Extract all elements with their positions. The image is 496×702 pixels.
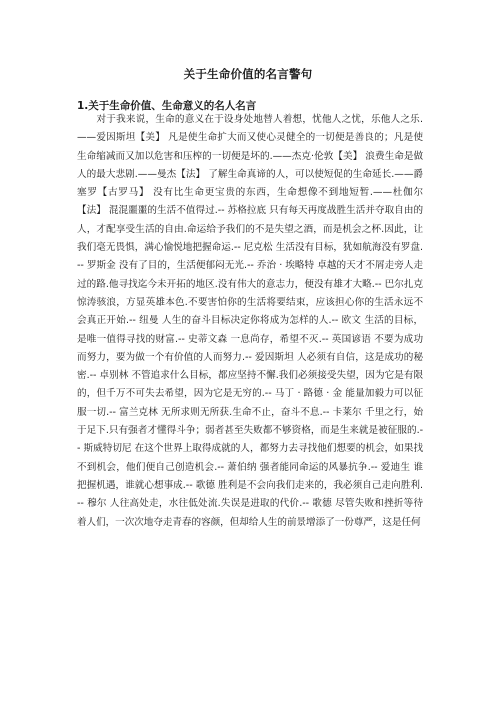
body-paragraph: 对于我来说，生命的意义在于设身处地替人着想，忧他人之忧，乐他人之乐.——爱因斯坦【美】 凡是使生命扩大而又使心灵健全的一切便是善良的；凡是使生命缩减而又加以危害和压榨的一切便是坏的.——杰克·伦敦【美】 浪费生命是做人的最大悲剧.——曼杰【法】 了解生命真谛的人，可以使短促的生命延长.——爵塞罗【古罗马】 没有比生命更宝贵的东西，生命想像不到地短暂.——杜伽尔【法】 混混噩噩的生活不值得过.-- 苏格拉底 只有每天再度战胜生活并夺取自由的人，才配享受生活的自由.命运给予我们的不是失望之酒，而是机会之杯.因此，让我们毫无畏惧，满心愉悦地把握命运.-- 尼克松 生活没有目标，犹如航海没有罗盘.-- 罗斯金 没有了目的，生活便郁闷无光.-- 乔治 · 埃略特 卓越的天才不屑走旁人走过的路.他寻找迄今未开拓的地区.没有伟大的意志力，便没有雄才大略.-- 巴尔扎克 惊涛骇浪，方显英雄本色.不要害怕你的生活将要结束，应该担心你的生活永远不会真正开始.-- 纽曼 人生的奋斗目标决定你将成为怎样的人.-- 欧文 生活的目标，是唯一值得寻找的财富.-- 史蒂文森 一息尚存，希望不灭.-- 英国谚语 不要为成功而努力，要为做一个有价值的人而努力.-- 爱因斯坦 人必须有自信，这是成功的秘密.-- 卓别林 不管追求什么目标，都应坚持不懈.我们必须接受失望，因为它是有限的，但千万不可失去希望，因为它是无穷的.-- 马丁 · 路德 · 金 能量加毅力可以征服一切.-- 富兰克林 无所求则无所获.生命不止，奋斗不息.-- 卡莱尔 千里之行，始于足下.只有强者才懂得斗争；弱者甚至失败都不够资格，而是生来就是被征服的.-- 斯威特切尼 在这个世界上取得成就的人，都努力去寻找他们想要的机会，如果找不到机会，他们便自己创造机会.-- 萧伯纳 强者能同命运的风暴抗争.-- 爱迪生 谁把握机遇，谁就心想事成.-- 歌德 胜利是不会向我们走来的，我必须自己走向胜利.-- 穆尔 人往高处走，水往低处流.失误是进取的代价.-- 歌德 尽管失败和挫折等待着人们，一次次地夺走青春的容颜，但却给人生的前景增添了一份尊严，这是任何 xyxy=(77,114,423,528)
document-title: 关于生命价值的名言警句 xyxy=(183,67,313,81)
section-heading: 1.关于生命价值、生命意义的名人名言 xyxy=(77,100,257,112)
